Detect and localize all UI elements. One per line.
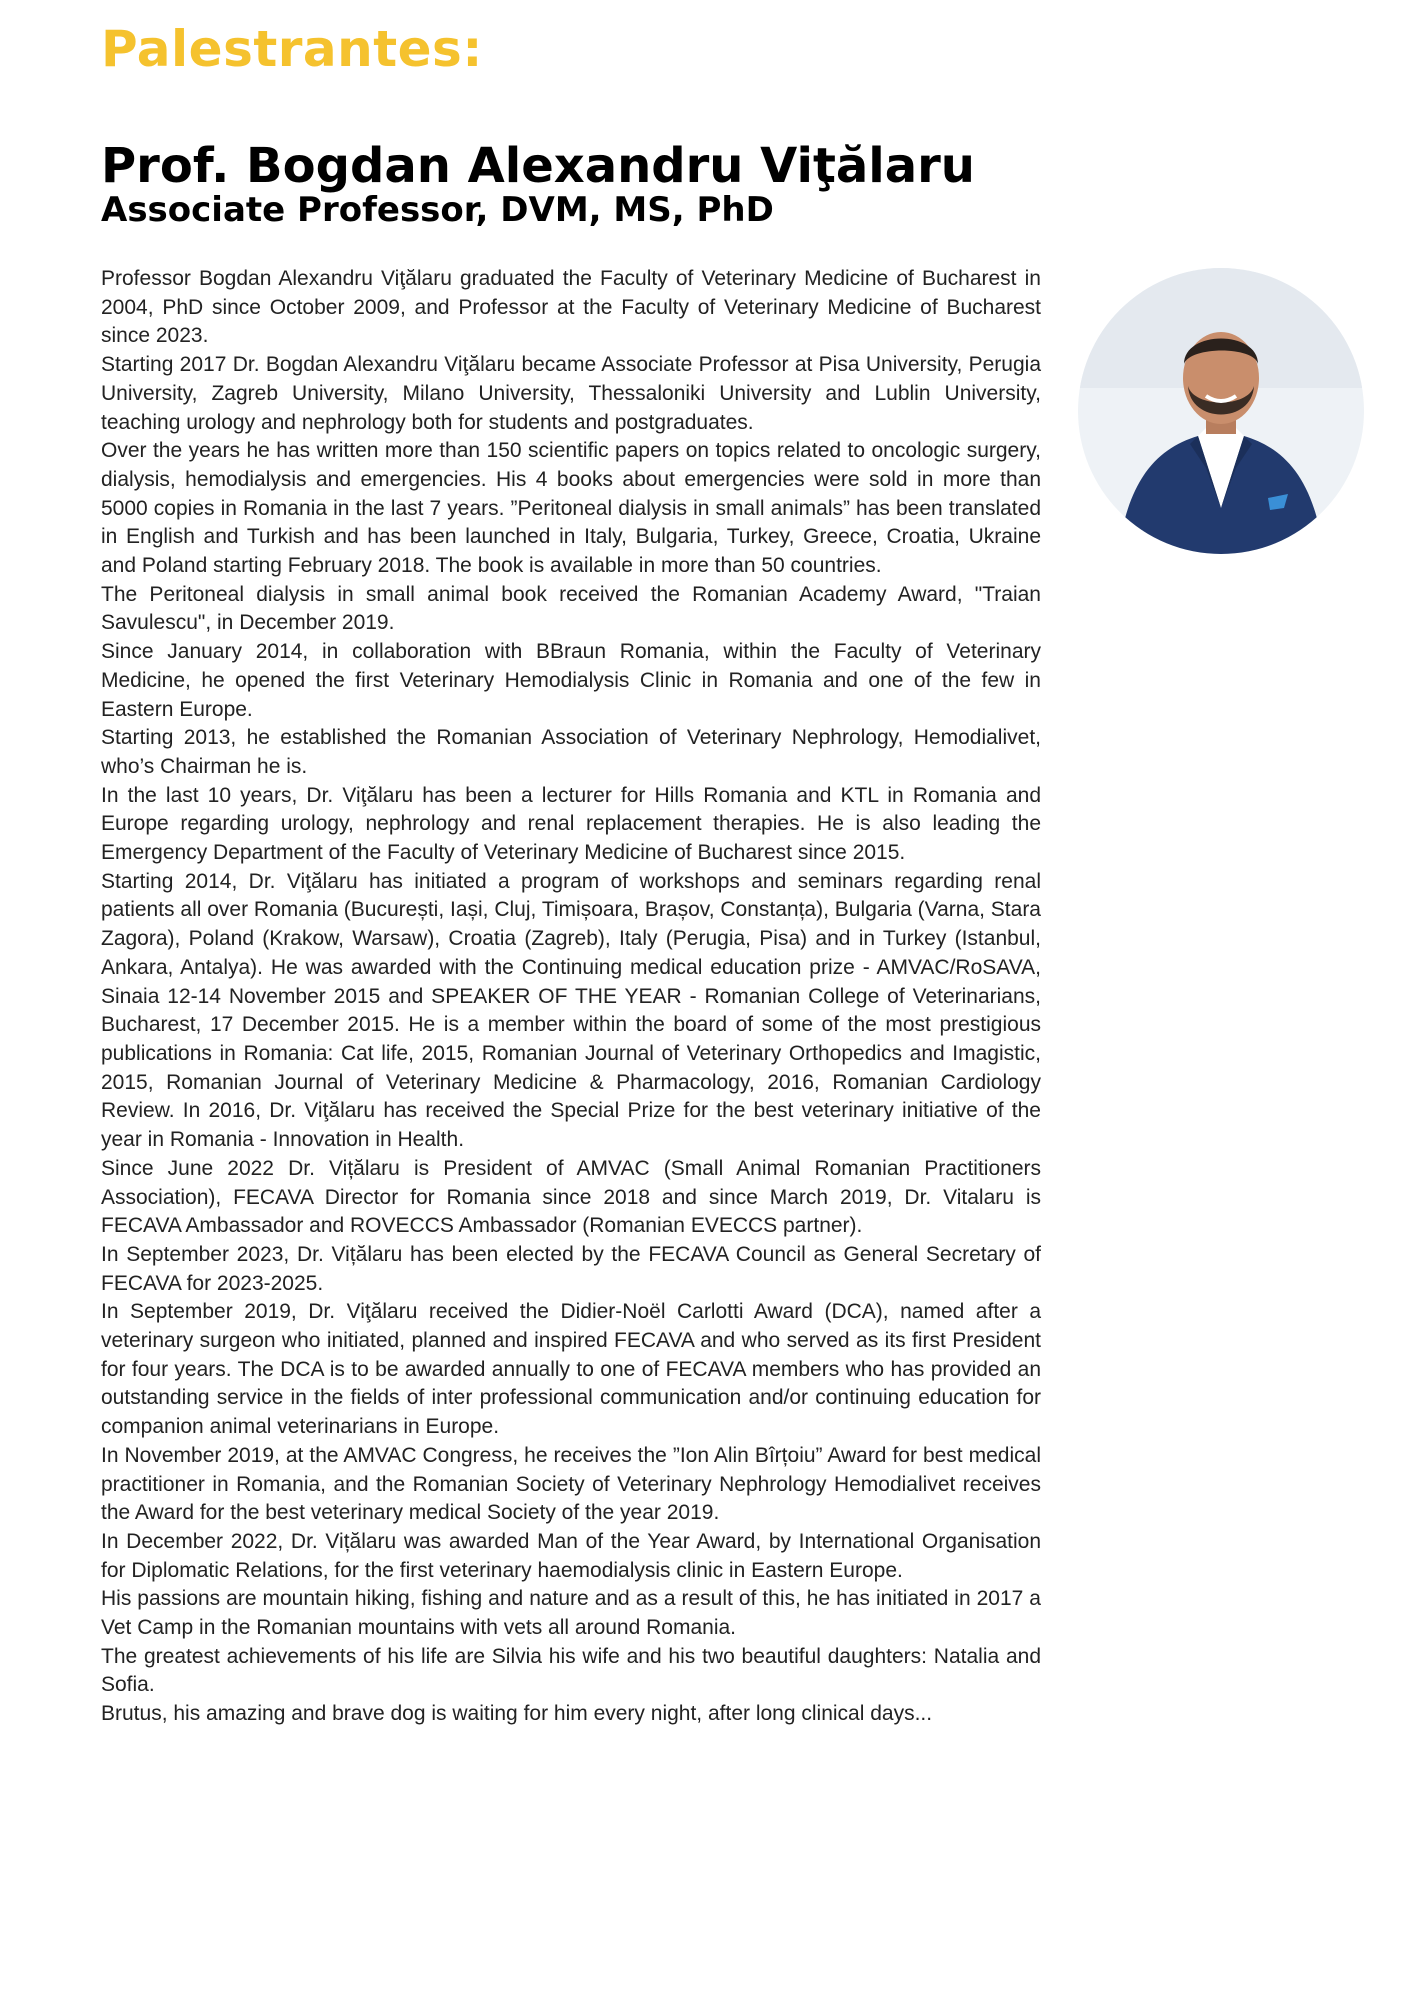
bio-paragraph: His passions are mountain hiking, fishing and nature and as a result of this, he has initiated in 2017 a Vet Camp in the Romanian mountains with vets all around Romania. — [101, 1587, 1041, 1640]
speaker-title: Associate Professor, DVM, MS, PhD — [101, 190, 774, 230]
bio-paragraph: Since June 2022 Dr. Vițălaru is President of AMVAC (Small Animal Romanian Practitioners Association), FECAVA Director for Romania since 2018 and since March 2019, Dr. Vitalaru is FECAVA Ambassador and ROVECCS Ambassador (Romanian EVECCS partner). — [101, 1156, 1041, 1238]
bio-paragraph: The greatest achievements of his life are Silvia his wife and his two beautiful daughters: Natalia and Sofia. — [101, 1644, 1041, 1697]
bio-paragraph: Brutus, his amazing and brave dog is waiting for him every night, after long clinical days... — [101, 1702, 933, 1726]
bio-paragraph: Since January 2014, in collaboration with BBraun Romania, within the Faculty of Veterinary Medicine, he opened the first Veterinary Hemodialysis Clinic in Romania and one of the few in Eastern Europe. — [101, 640, 1041, 721]
bio-paragraph: The Peritoneal dialysis in small animal book received the Romanian Academy Award, "Traian Savulescu", in December 2019. — [101, 582, 1041, 635]
bio-paragraph: Starting 2013, he established the Romanian Association of Veterinary Nephrology, Hemodialivet, who’s Chairman he is. — [101, 726, 1041, 778]
bio-paragraph: Over the years he has written more than 150 scientific papers on topics related to oncologic surgery, dialysis, hemodialysis and emergencies. His 4 books about emergencies were sold in more than 5000 copies in Romania in the last 7 years. ”Peritoneal dialysis in small animals” has been translated in English and Turkish and has been launched in Italy, Bulgaria, Turkey, Greece, Croatia, Ukraine and Poland starting February 2018. The book is available in more than 50 countries. — [101, 439, 1041, 578]
bio-paragraph: In September 2023, Dr. Vițălaru has been elected by the FECAVA Council as General Secretary of FECAVA for 2023-2025. — [101, 1242, 1041, 1295]
bio-paragraph: Starting 2014, Dr. Viţălaru has initiated a program of workshops and seminars regarding renal patients all over Romania (București, Iași, Cluj, Timișoara, Brașov, Constanța), Bulgaria (Varna, Stara Zagora), Poland (Krakow, Warsaw), Croatia (Zagreb), Italy (Perugia, Pisa) and in Turkey (Istanbul, Ankara, Antalya). He was awarded with the Continuing medical education prize - AMVAC/RoSAVA, Sinaia 12-14 November 2015 and SPEAKER OF THE YEAR - Romanian College of Veterinarians, Bucharest, 17 December 2015. He is a member within the board of some of the most prestigious publications in Romania: Cat life, 2015, Romanian Journal of Veterinary Orthopedics and Imagistic, 2015, Romanian Journal of Veterinary Medicine & Pharmacology, 2016, Romanian Cardiology Review. In 2016, Dr. Viţălaru has received the Special Prize for the best veterinary initiative of the year in Romania - Innovation in Health. — [101, 869, 1041, 1152]
bio-paragraph: In December 2022, Dr. Vițălaru was awarded Man of the Year Award, by International Organisation for Diplomatic Relations, for the first veterinary haemodialysis clinic in Eastern Europe. — [101, 1529, 1041, 1582]
bio-paragraph: In November 2019, at the AMVAC Congress, he receives the ”Ion Alin Bîrțoiu” Award for best medical practitioner in Romania, and the Romanian Society of Veterinary Nephrology Hemodialivet receives the Award for the best veterinary medical Society of the year 2019. — [101, 1443, 1041, 1525]
speaker-portrait-icon — [1078, 268, 1364, 554]
bio-paragraph: In the last 10 years, Dr. Viţălaru has been a lecturer for Hills Romania and KTL in Romania and Europe regarding urology, nephrology and renal replacement therapies. He is also leading the Emergency Department of the Faculty of Veterinary Medicine of Bucharest since 2015. — [101, 783, 1041, 865]
speaker-bio — [101, 265, 1041, 1729]
bio-paragraph: Professor Bogdan Alexandru Viţălaru graduated the Faculty of Veterinary Medicine of Bucharest in 2004, PhD since October 2009, and Professor at the Faculty of Veterinary Medicine of Bucharest since 2023. — [101, 267, 1041, 348]
speaker-name: Prof. Bogdan Alexandru Viţălaru — [101, 138, 975, 194]
bio-paragraph: In September 2019, Dr. Viţălaru received the Didier-Noël Carlotti Award (DCA), named after a veterinary surgeon who initiated, planned and inspired FECAVA and who served as its first President for four years. The DCA is to be awarded annually to one of FECAVA members who has provided an outstanding service in the fields of inter professional communication and/or continuing education for companion animal veterinarians in Europe. — [101, 1300, 1041, 1439]
section-heading: Palestrantes: — [101, 20, 483, 78]
bio-paragraph: Starting 2017 Dr. Bogdan Alexandru Viţălaru became Associate Professor at Pisa University, Perugia University, Zagreb University, Milano University, Thessaloniki University and Lublin University, teaching urology and nephrology both for students and postgraduates. — [101, 353, 1041, 434]
speaker-photo — [1078, 268, 1364, 554]
